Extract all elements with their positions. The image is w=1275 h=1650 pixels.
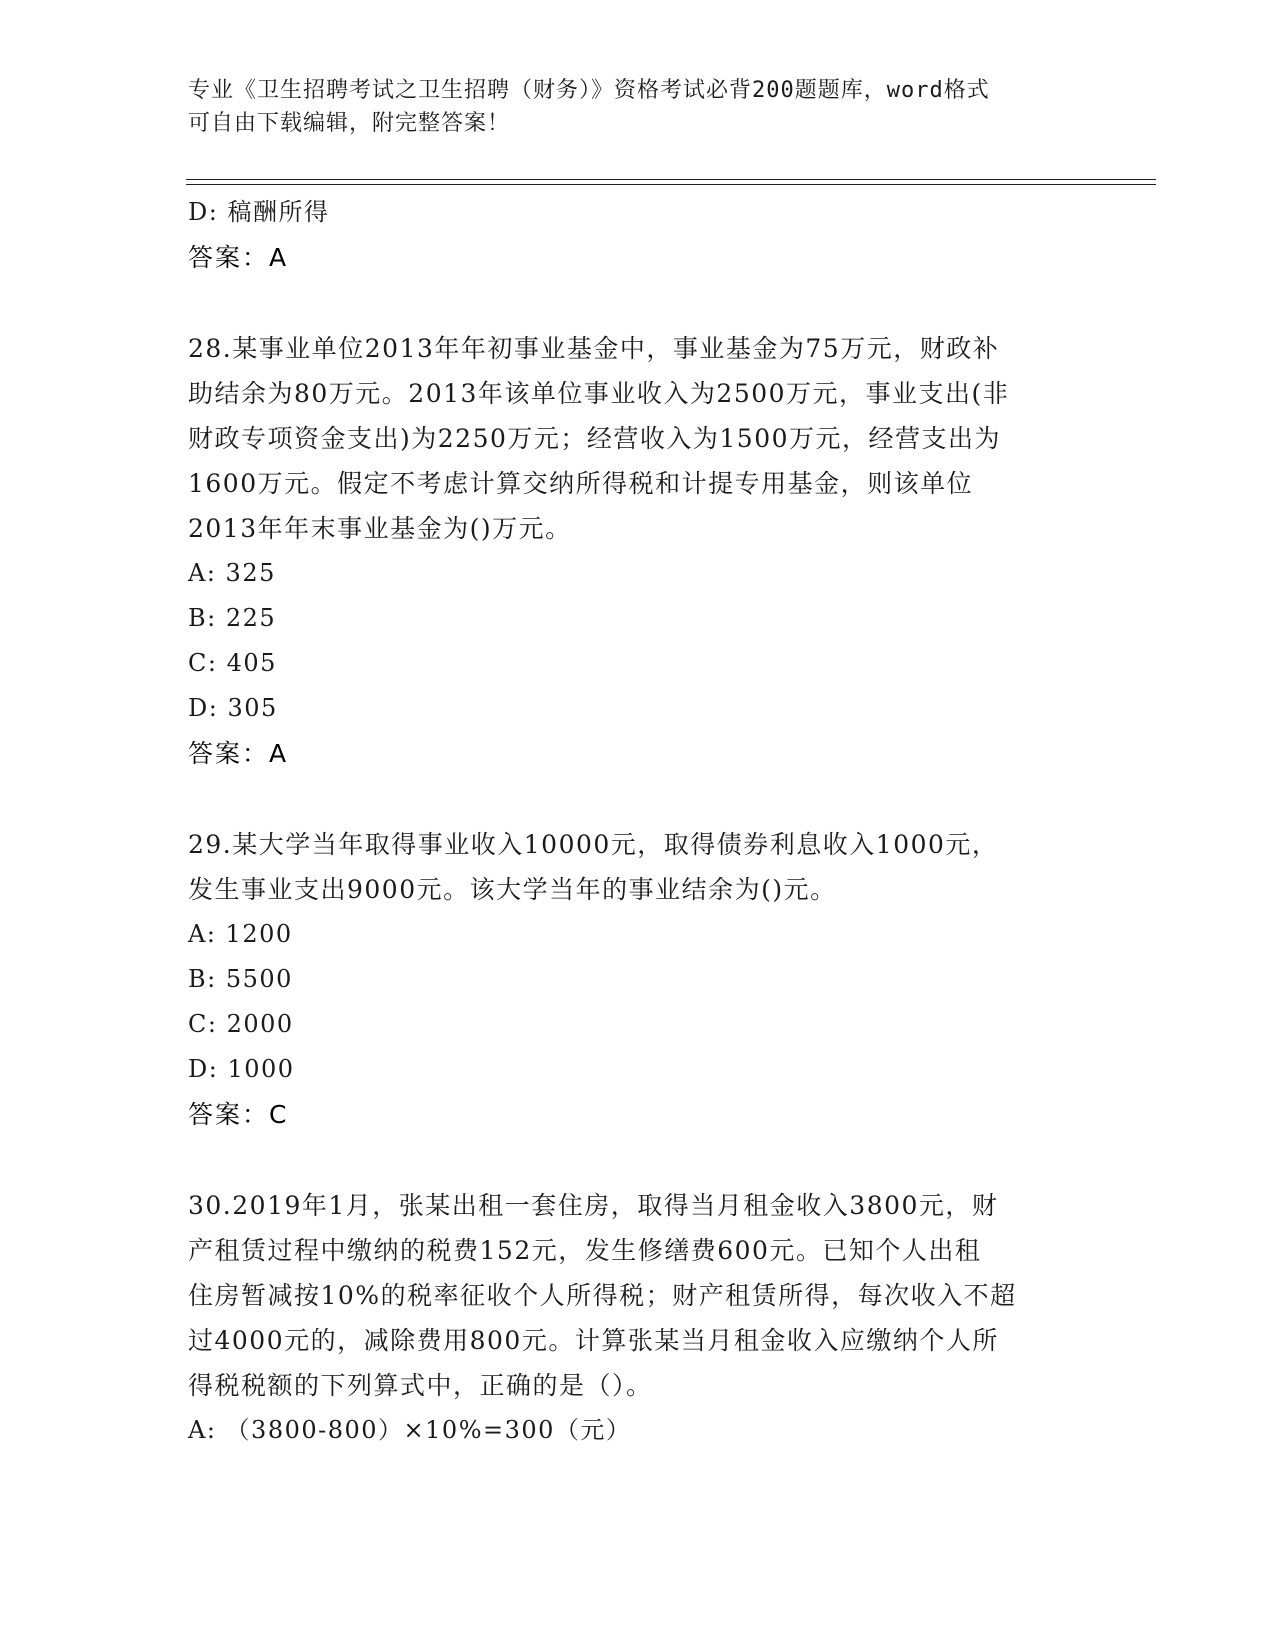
option-d: D: 305 (188, 694, 278, 722)
question-text-line: 29.某大学当年取得事业收入10000元，取得债券利息收入1000元， (188, 830, 999, 859)
question-text-line: 1600万元。假定不考虑计算交纳所得税和计提专用基金，则该单位 (188, 469, 974, 498)
option-a: A: 325 (188, 559, 276, 587)
question-text-line: 助结余为80万元。2013年该单位事业收入为2500万元，事业支出(非 (188, 379, 1010, 408)
option-a: A: （3800-800）×10%=300（元） (188, 1416, 632, 1444)
document-header (188, 74, 1088, 140)
question-text-line: 产租赁过程中缴纳的税费152元，发生修缮费600元。已知个人出租 (188, 1236, 982, 1265)
question-text-line: 住房暂减按10%的税率征收个人所得税；财产租赁所得，每次收入不超 (188, 1281, 1017, 1310)
question-29 (188, 822, 1088, 1137)
question-28 (188, 326, 1088, 776)
document-body (188, 190, 1088, 1453)
answer-line: 答案：A (188, 739, 289, 768)
option-c: C: 405 (188, 649, 277, 677)
spacer (188, 1137, 1088, 1183)
question-text-line: 2013年年末事业基金为()万元。 (188, 514, 572, 543)
answer-line: 答案：C (188, 1100, 289, 1129)
header-line-1: 专业《卫生招聘考试之卫生招聘（财务）》资格考试必背200题题库，word格式 (188, 78, 990, 103)
option-d: D: 1000 (188, 1055, 295, 1083)
question-text-line: 28.某事业单位2013年年初事业基金中，事业基金为75万元，财政补 (188, 334, 1000, 363)
question-text-line: 发生事业支出9000元。该大学当年的事业结余为()元。 (188, 875, 837, 904)
question-text-line: 财政专项资金支出)为2250万元；经营收入为1500万元，经营支出为 (188, 424, 1002, 453)
spacer (188, 280, 1088, 326)
spacer (188, 776, 1088, 822)
option-d: D: 稿酬所得 (188, 198, 330, 226)
question-text-line: 过4000元的，减除费用800元。计算张某当月租金收入应缴纳个人所 (188, 1326, 999, 1355)
option-a: A: 1200 (188, 920, 293, 948)
answer-line: 答案：A (188, 243, 289, 272)
header-rule-bottom (186, 184, 1156, 185)
option-b: B: 5500 (188, 965, 293, 993)
question-text-line: 得税税额的下列算式中，正确的是（）。 (188, 1371, 653, 1400)
option-c: C: 2000 (188, 1010, 294, 1038)
header-rule-top (186, 179, 1156, 180)
previous-question-tail (188, 190, 1088, 280)
question-text-line: 30.2019年1月，张某出租一套住房，取得当月租金收入3800元，财 (188, 1191, 999, 1220)
question-30 (188, 1183, 1088, 1453)
option-b: B: 225 (188, 604, 277, 632)
header-line-2: 可自由下载编辑，附完整答案！ (188, 111, 511, 136)
